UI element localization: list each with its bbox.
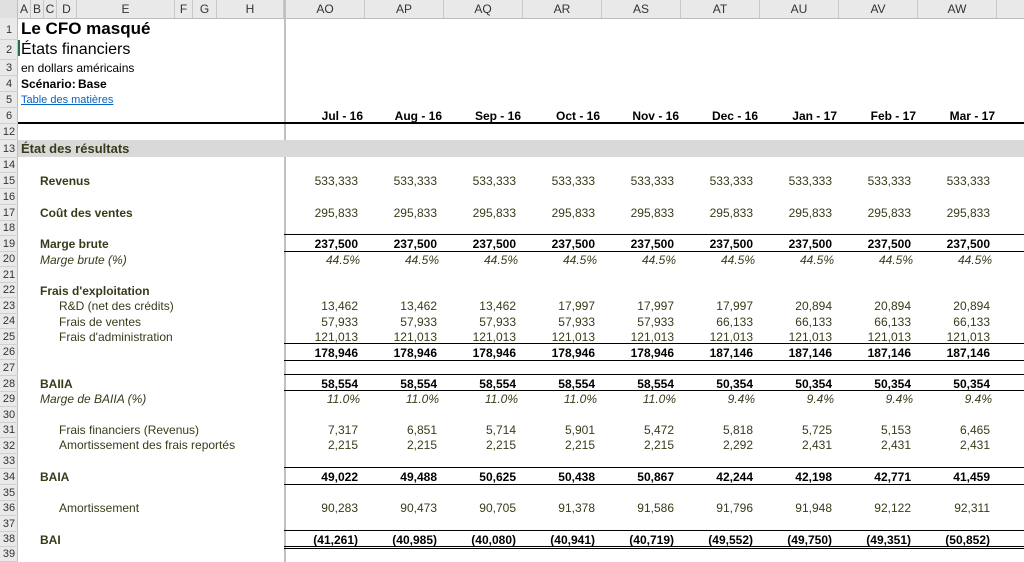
column-header[interactable]: D (57, 0, 77, 18)
data-cell[interactable]: 121,013 (946, 330, 990, 344)
data-cell[interactable]: 57,933 (637, 315, 674, 329)
column-header[interactable]: AO (286, 0, 365, 18)
data-cell[interactable]: 13,462 (321, 299, 358, 313)
data-cell[interactable]: 9.4% (964, 392, 992, 406)
month-header: Nov - 16 (632, 109, 679, 123)
data-cell[interactable]: 237,500 (393, 237, 437, 251)
column-header[interactable]: AW (918, 0, 997, 18)
month-header: Oct - 16 (555, 109, 600, 123)
data-cell[interactable]: 57,933 (321, 315, 358, 329)
row-header[interactable]: 32 (0, 438, 18, 454)
data-cell[interactable]: 66,133 (953, 315, 990, 329)
data-cell[interactable]: 7,317 (327, 423, 358, 437)
statement-title: États financiers (21, 41, 131, 58)
data-cell[interactable]: 2,215 (327, 438, 358, 452)
data-cell[interactable]: 2,215 (564, 438, 595, 452)
data-cell[interactable]: 41,459 (953, 470, 990, 484)
month-header: Mar - 17 (949, 109, 995, 123)
scenario-value[interactable]: Base (78, 77, 107, 91)
row-header[interactable]: 25 (0, 329, 18, 345)
row-label-revenus: Revenus (40, 174, 91, 188)
data-cell[interactable]: 6,465 (959, 423, 990, 437)
data-cell[interactable]: 2,431 (880, 438, 911, 452)
data-cell[interactable]: 295,833 (630, 206, 674, 220)
data-cell[interactable]: 121,013 (630, 330, 674, 344)
row-label-frais-ventes: Frais de ventes (59, 315, 142, 329)
data-cell[interactable]: (40,719) (629, 533, 674, 547)
data-cell[interactable]: 57,933 (558, 315, 595, 329)
data-cell[interactable]: 237,500 (946, 237, 990, 251)
data-cell[interactable]: 121,013 (709, 330, 753, 344)
data-cell[interactable]: 44.5% (404, 253, 439, 267)
row-header[interactable]: 17 (0, 205, 18, 221)
column-header[interactable]: AS (602, 0, 681, 18)
data-cell[interactable]: 2,431 (801, 438, 832, 452)
data-cell[interactable]: 9.4% (806, 392, 834, 406)
data-cell[interactable]: 295,833 (472, 206, 516, 220)
data-cell[interactable]: (50,852) (945, 533, 990, 547)
row-header[interactable]: 20 (0, 252, 18, 267)
row-header[interactable]: 36 (0, 501, 18, 516)
month-header: Aug - 16 (394, 109, 442, 123)
total-rule (284, 374, 1024, 375)
total-rule (284, 530, 1024, 531)
data-cell[interactable]: 295,833 (946, 206, 990, 220)
data-cell[interactable]: 50,625 (479, 470, 516, 484)
data-cell[interactable]: 11.0% (484, 392, 518, 406)
data-cell[interactable]: 5,153 (880, 423, 911, 437)
column-header[interactable]: AT (681, 0, 760, 18)
column-header-bar (0, 0, 1024, 19)
data-cell[interactable]: 17,997 (716, 299, 753, 313)
row-label-marge-brute-pct: Marge brute (%) (40, 253, 127, 267)
row-header[interactable]: 12 (0, 124, 18, 140)
data-cell[interactable]: 17,997 (558, 299, 595, 313)
data-cell[interactable]: 237,500 (709, 237, 753, 251)
month-header: Sep - 16 (474, 109, 521, 123)
row-header[interactable]: 33 (0, 454, 18, 469)
data-cell[interactable]: 11.0% (405, 392, 439, 406)
data-cell[interactable]: 44.5% (641, 253, 676, 267)
row-header[interactable]: 18 (0, 221, 18, 236)
data-cell[interactable]: 237,500 (867, 237, 911, 251)
data-cell[interactable]: 5,818 (722, 423, 753, 437)
data-cell[interactable]: 92,311 (954, 501, 990, 515)
data-cell[interactable]: 295,833 (709, 206, 753, 220)
data-cell[interactable]: 90,705 (479, 501, 516, 515)
data-cell[interactable]: 2,292 (722, 438, 753, 452)
data-cell[interactable]: 533,333 (551, 174, 595, 188)
data-cell[interactable]: 66,133 (716, 315, 753, 329)
row-header[interactable]: 14 (0, 158, 18, 173)
data-cell[interactable]: 6,851 (406, 423, 437, 437)
column-header[interactable]: E (77, 0, 175, 18)
row-header[interactable]: 26 (0, 345, 18, 360)
row-header[interactable]: 24 (0, 314, 18, 329)
column-header[interactable]: C (44, 0, 57, 18)
data-cell[interactable]: 44.5% (483, 253, 518, 267)
data-cell[interactable]: 17,997 (637, 299, 674, 313)
data-cell[interactable]: 295,833 (551, 206, 595, 220)
data-cell[interactable]: 92,122 (874, 501, 911, 515)
data-cell[interactable]: 2,215 (643, 438, 674, 452)
total-rule (284, 467, 1024, 468)
data-cell[interactable]: 42,244 (716, 470, 753, 484)
row-label-frais-exploitation: Frais d'exploitation (40, 284, 150, 298)
data-cell[interactable]: 11.0% (642, 392, 676, 406)
row-label-marge-brute: Marge brute (40, 237, 109, 251)
row-header[interactable]: 13 (0, 140, 18, 158)
data-cell[interactable]: 237,500 (472, 237, 516, 251)
data-cell[interactable]: 295,833 (867, 206, 911, 220)
row-header[interactable]: 35 (0, 485, 18, 501)
column-header[interactable]: H (217, 0, 284, 18)
data-cell[interactable]: 13,462 (400, 299, 437, 313)
column-header[interactable]: A (18, 0, 31, 18)
data-cell[interactable]: 533,333 (472, 174, 516, 188)
row-header-bar (0, 18, 18, 562)
month-header: Jan - 17 (792, 109, 837, 123)
row-header[interactable]: 28 (0, 376, 18, 392)
data-cell[interactable]: 44.5% (325, 253, 360, 267)
data-cell[interactable]: 533,333 (709, 174, 753, 188)
data-cell[interactable]: 66,133 (874, 315, 911, 329)
data-cell[interactable]: 50,354 (716, 377, 753, 391)
data-cell[interactable]: 57,933 (400, 315, 437, 329)
row-header[interactable]: 1 (0, 18, 18, 40)
data-cell[interactable]: 178,946 (551, 346, 595, 360)
toc-link[interactable]: Table des matières (21, 94, 114, 106)
row-label-baiia: BAIIA (40, 377, 73, 391)
row-header[interactable]: 2 (0, 40, 18, 60)
total-rule (284, 234, 1024, 235)
data-cell[interactable]: (49,552) (708, 533, 753, 547)
data-cell[interactable]: 49,022 (321, 470, 358, 484)
data-cell[interactable]: 187,146 (709, 346, 753, 360)
row-header[interactable]: 38 (0, 532, 18, 547)
data-cell[interactable]: 13,462 (479, 299, 516, 313)
column-header[interactable]: AU (760, 0, 839, 18)
data-cell[interactable]: 90,473 (400, 501, 437, 515)
data-cell[interactable]: 533,333 (393, 174, 437, 188)
data-cell[interactable]: 2,215 (406, 438, 437, 452)
active-cell-indicator (18, 40, 20, 56)
row-header[interactable]: 23 (0, 298, 18, 314)
company-title: Le CFO masqué (21, 19, 151, 38)
row-header[interactable]: 6 (0, 108, 18, 124)
data-cell[interactable]: 295,833 (314, 206, 358, 220)
data-cell[interactable]: 121,013 (314, 330, 358, 344)
data-cell[interactable]: 42,771 (874, 470, 911, 484)
data-cell[interactable]: 44.5% (562, 253, 597, 267)
data-cell[interactable]: 44.5% (799, 253, 834, 267)
data-cell[interactable]: (49,351) (866, 533, 911, 547)
data-cell[interactable]: 295,833 (788, 206, 832, 220)
data-cell[interactable]: 11.0% (563, 392, 597, 406)
row-label-frais-financiers: Frais financiers (Revenus) (59, 423, 200, 437)
row-header[interactable]: 29 (0, 392, 18, 407)
data-cell[interactable]: 5,472 (643, 423, 674, 437)
data-cell[interactable]: 50,354 (795, 377, 832, 391)
data-cell[interactable]: 9.4% (727, 392, 755, 406)
data-cell[interactable]: 91,586 (637, 501, 674, 515)
row-header[interactable]: 5 (0, 92, 18, 108)
total-rule (284, 343, 1024, 344)
data-cell[interactable]: 91,796 (716, 501, 753, 515)
data-cell[interactable]: 533,333 (314, 174, 358, 188)
data-cell[interactable]: 237,500 (788, 237, 832, 251)
column-header[interactable]: AR (523, 0, 602, 18)
row-header[interactable]: 19 (0, 236, 18, 252)
total-rule (284, 251, 1024, 252)
row-label-frais-admin: Frais d'administration (59, 330, 173, 344)
data-cell[interactable]: 11.0% (326, 392, 360, 406)
data-cell[interactable]: 178,946 (630, 346, 674, 360)
data-cell[interactable]: 49,488 (400, 470, 437, 484)
data-cell[interactable]: 5,714 (485, 423, 516, 437)
data-cell[interactable]: 5,725 (801, 423, 832, 437)
row-header[interactable]: 27 (0, 360, 18, 376)
row-label-rd: R&D (net des crédits) (59, 299, 174, 313)
data-cell[interactable]: 57,933 (479, 315, 516, 329)
row-label-marge-baiia: Marge de BAIIA (%) (40, 392, 147, 406)
data-cell[interactable]: 178,946 (314, 346, 358, 360)
data-cell[interactable]: (40,080) (471, 533, 516, 547)
data-cell[interactable]: 121,013 (551, 330, 595, 344)
column-header[interactable]: B (31, 0, 44, 18)
data-cell[interactable]: 66,133 (795, 315, 832, 329)
data-cell[interactable]: 121,013 (867, 330, 911, 344)
section-title: État des résultats (21, 141, 130, 156)
data-cell[interactable]: 187,146 (946, 346, 990, 360)
data-cell[interactable]: 91,948 (795, 501, 832, 515)
data-cell[interactable]: 533,333 (867, 174, 911, 188)
data-cell[interactable]: 187,146 (867, 346, 911, 360)
data-cell[interactable]: 295,833 (393, 206, 437, 220)
data-cell[interactable]: 237,500 (551, 237, 595, 251)
data-cell[interactable]: 2,215 (485, 438, 516, 452)
data-cell[interactable]: 237,500 (314, 237, 358, 251)
row-label-baia: BAIA (40, 470, 70, 484)
data-cell[interactable]: 121,013 (472, 330, 516, 344)
data-cell[interactable]: 44.5% (720, 253, 755, 267)
data-cell[interactable]: 2,431 (959, 438, 990, 452)
data-cell[interactable]: 187,146 (788, 346, 832, 360)
data-cell[interactable]: 20,894 (953, 299, 990, 313)
month-header: Dec - 16 (711, 109, 758, 123)
column-header[interactable]: F (175, 0, 193, 18)
row-label-bai: BAI (40, 533, 61, 547)
row-header[interactable]: 34 (0, 469, 18, 485)
data-cell[interactable]: (40,941) (550, 533, 595, 547)
row-label-cout-ventes: Coût des ventes (40, 206, 133, 220)
data-cell[interactable]: 44.5% (878, 253, 913, 267)
month-header: Jul - 16 (321, 109, 363, 123)
row-header[interactable]: 15 (0, 173, 18, 189)
select-all-corner[interactable] (0, 0, 18, 18)
row-header[interactable]: 22 (0, 283, 18, 298)
month-header: Feb - 17 (870, 109, 916, 123)
row-header[interactable]: 4 (0, 76, 18, 92)
row-header[interactable]: 3 (0, 60, 18, 76)
data-cell[interactable]: 121,013 (788, 330, 832, 344)
data-cell[interactable]: (41,261) (313, 533, 358, 547)
data-cell[interactable]: 50,354 (874, 377, 911, 391)
data-cell[interactable]: 44.5% (957, 253, 992, 267)
header-underline (18, 122, 1024, 124)
data-cell[interactable]: 237,500 (630, 237, 674, 251)
data-cell[interactable]: 20,894 (795, 299, 832, 313)
row-header[interactable]: 31 (0, 423, 18, 438)
data-cell[interactable]: 58,554 (637, 377, 674, 391)
data-cell[interactable]: 121,013 (393, 330, 437, 344)
data-cell[interactable]: 58,554 (479, 377, 516, 391)
data-cell[interactable]: (49,750) (787, 533, 832, 547)
data-cell[interactable]: 50,354 (953, 377, 990, 391)
row-label-amort-frais-reportes: Amortissement des frais reportés (59, 438, 236, 452)
data-cell[interactable]: 58,554 (400, 377, 437, 391)
data-cell[interactable]: 20,894 (874, 299, 911, 313)
section-bar (18, 140, 1024, 157)
data-cell[interactable]: 533,333 (788, 174, 832, 188)
column-header[interactable]: AV (839, 0, 918, 18)
data-cell[interactable]: 50,867 (637, 470, 674, 484)
total-rule (284, 546, 1024, 549)
total-rule (284, 390, 1024, 391)
row-header[interactable]: 21 (0, 267, 18, 283)
data-cell[interactable]: 178,946 (393, 346, 437, 360)
column-header[interactable]: AQ (444, 0, 523, 18)
data-cell[interactable]: 58,554 (558, 377, 595, 391)
data-cell[interactable]: 9.4% (885, 392, 913, 406)
total-rule (284, 484, 1024, 485)
data-cell[interactable]: 533,333 (946, 174, 990, 188)
data-cell[interactable]: 90,283 (321, 501, 358, 515)
currency-note: en dollars américains (21, 61, 135, 75)
row-header[interactable]: 37 (0, 516, 18, 532)
data-cell[interactable]: (40,985) (392, 533, 437, 547)
data-cell[interactable]: 42,198 (795, 470, 832, 484)
column-header[interactable]: G (193, 0, 217, 18)
row-label-amortissement: Amortissement (59, 501, 140, 515)
column-header[interactable]: AP (365, 0, 444, 18)
row-header[interactable]: 30 (0, 407, 18, 423)
scenario-label: Scénario: (21, 77, 76, 91)
data-cell[interactable]: 533,333 (630, 174, 674, 188)
data-cell[interactable]: 178,946 (472, 346, 516, 360)
row-header[interactable]: 39 (0, 547, 18, 562)
data-cell[interactable]: 58,554 (321, 377, 358, 391)
data-cell[interactable]: 91,378 (558, 501, 595, 515)
data-cell[interactable]: 5,901 (564, 423, 595, 437)
data-cell[interactable]: 50,438 (558, 470, 595, 484)
row-header[interactable]: 16 (0, 189, 18, 205)
total-rule (284, 360, 1024, 361)
